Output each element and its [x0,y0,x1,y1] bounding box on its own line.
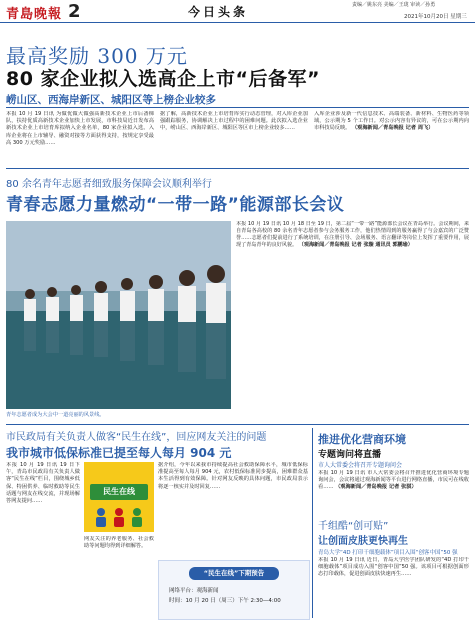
divider [6,168,469,169]
article5-headline: 让创面皮肤更快再生 [318,536,408,547]
article2-body-text: 本报 10 月 19 日讯 10 月 18 日至 19 日，第二届“一带一路”能源部长会议在青岛举行。会议期间，来自青岛各高校的 80 余名青年志愿者参与会务服务工作，他们热情周到的服务赢得了与会嘉宾的广泛赞誉……志愿者们提前进行了系统培训，在注册引导、会场服务、语言翻译等岗位上发挥了重要作用，展现了青岛青年的良好风貌。 [236,221,469,249]
article2-body [236,221,469,421]
article4-subhead: 市人大常委会将召开专题询问会 [318,462,403,469]
article1-subhead: 崂山区、西海岸新区、城阳区等上榜企业较多 [6,94,216,106]
article1-byline: （观海新闻／青岛晚报 记者 周飞） [351,125,434,132]
next-episode-time: 时间：10 月 20 日（周三）下午 2:30—4:00 [169,598,281,604]
column-divider [312,428,313,618]
minsheng-zaixian-poster [84,462,154,532]
page-number: 2 [68,1,81,22]
article3-column-2: 网友关注的养老服务、社会救助等问题均得到详细解答。 [84,536,154,550]
volunteers-photo [6,221,231,409]
article5-kicker: 千组酷“创可贴” [318,521,389,532]
volunteers-photo-illustration [6,221,231,409]
article3-kicker: 市民政局有关负责人做客“民生在线”，回应网友关注的问题 [6,432,267,443]
article4-body [318,470,469,514]
next-episode-title: “民生在线”下期预告 [189,567,279,580]
article5-body: 本报 10 月 19 日讯 近日，青岛大学医学团队研发的“4D 打印干细胞载体”项目成功入围“创客中国”50 强。该项目可根据创面形态打印载体，促进创面皮肤快速再生…… [318,557,469,578]
photo-caption: 青年志愿者成为大会中一道亮丽的风景线。 [6,412,105,418]
article5-subhead: 青岛大学“4D 打印干细胞载体”项目入围“创客中国”50 强 [318,550,458,556]
newspaper-logo: 青島晚報 [6,7,63,22]
article4-byline: （观海新闻／青岛晚报 记者 张骐） [335,484,417,491]
article2-kicker: 80 余名青年志愿者细致服务保障会议顺利举行 [6,179,212,190]
poster-title: 民生在线 [90,484,148,500]
issue-date: 2021年10月20日 星期三 [404,14,467,20]
article3-headline: 我市城市低保标准已提至每人每月 904 元 [6,446,232,460]
divider [6,424,469,425]
article1-column-3 [314,111,469,166]
people-icon [92,506,146,528]
article4-body-text: 本报 10 月 19 日讯 市人大常委会将召开推进优化营商环境专题询问会，会议将通过观海新闻等平台进行网络直播，市民可在线收看…… [318,470,469,491]
article2-byline: （观海新闻／青岛晚报 记者 张璇 通讯员 郭鹏瑜） [298,242,413,249]
article3-column-1: 本报 10 月 19 日讯 19 日下午，青岛市民政局有关负责人做客“民生在线”栏目，围绕城乡低保、特困供养、临时救助等民生话题与网友在线交流，并现场解答网友提问…… [6,462,80,505]
article1-column-1: 本报 10 月 19 日讯 为做优做大做强高新技术企业上市后备梯队，扶持优质高新技术企业加快上市发展，市科技局近日发布高新技术企业上市培育库拟纳入企业名单，80 家企业拟入选。入库企业将在上市辅导、融资对接等方面获得支持，按规定享受最高 300 万元奖励…… [6,111,154,146]
article2-headline: 青春志愿力量燃动“一带一路”能源部长会议 [6,195,345,215]
article1-kicker: 最高奖励 300 万元 [6,44,188,68]
masthead [0,0,475,23]
article4-headline: 专题询问将直播 [318,450,382,460]
section-title: 今日头条 [188,5,249,19]
article1-column-3-text: 入库企业涉及新一代信息技术、高端装备、新材料、生物医药等领域，公示期为 5 个工作日。对公示内容有异议的，可在公示期内向市科技局反映。 [314,111,469,132]
article3-column-3: 据介绍，今年以来我市持续提高社会救助保障水平，城市低保标准提高至每人每月 904 元，农村低保标准同步提高，困难群众基本生活得到有效保障。针对网友反映的具体问题，市民政局表示将逐一核实并及时回复…… [158,462,308,490]
editor-credits: 责编／姚东亮 美编／王珑 审读／孙勇 [352,2,436,8]
article1-column-2: 据了解，高新技术企业上市培育库实行动态管理，对入库企业加强跟踪服务，协调解决上市过程中的困难问题。此次拟入选企业中，崂山区、西海岸新区、城阳区等区市上榜企业较多…… [160,111,308,132]
divider [6,107,469,108]
next-episode-box [158,560,310,620]
article1-headline: 80 家企业拟入选高企上市“后备军” [6,68,321,90]
next-episode-platform: 网络平台：观海新闻 [169,588,219,594]
article4-kicker: 推进优化营商环境 [318,433,406,446]
